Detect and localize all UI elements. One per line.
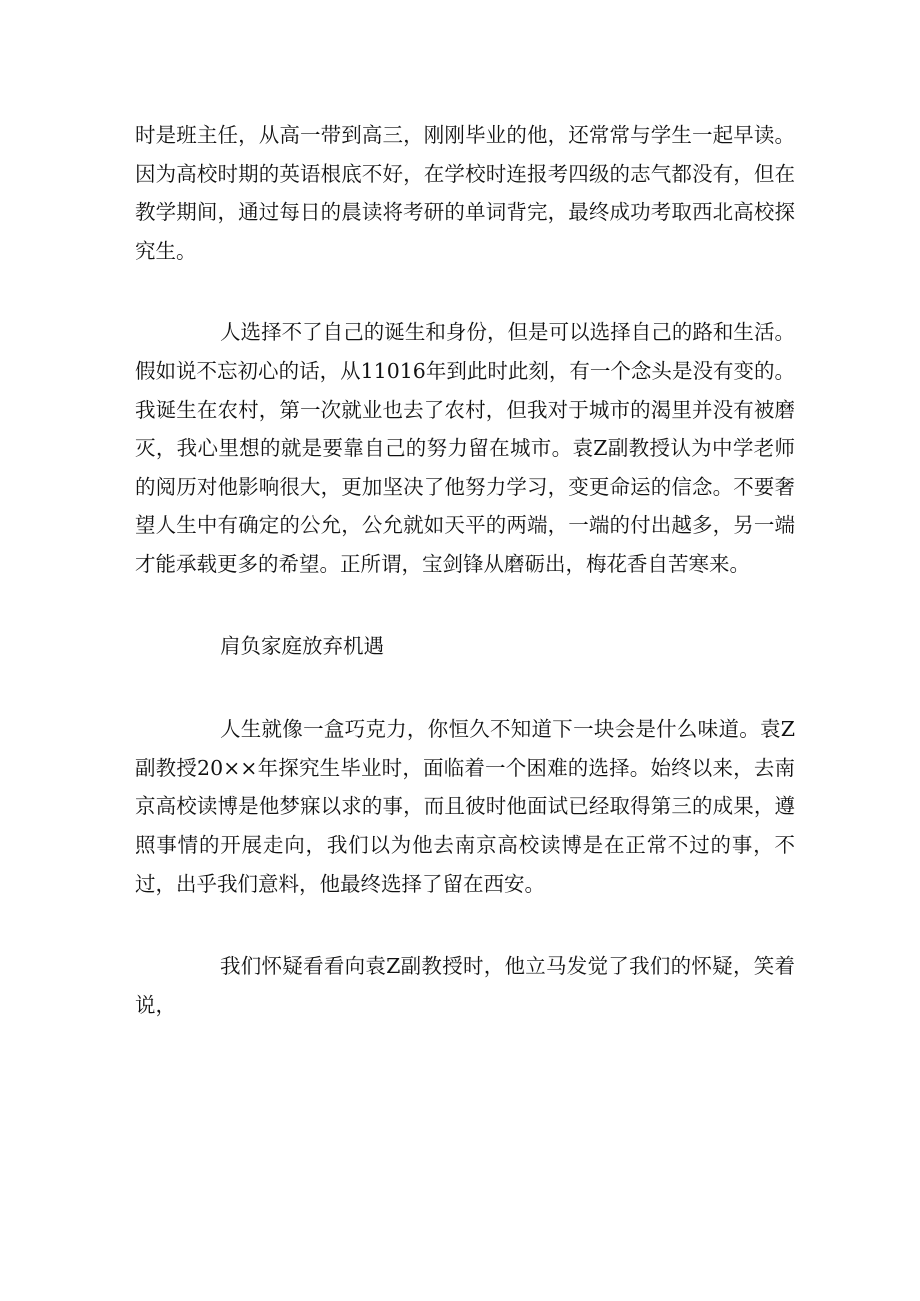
- paragraph: 人生就像一盒巧克力，你恒久不知道下一块会是什么味道。袁Z副教授20××年探究生毕业时，面临着一个困难的选择。始终以来，去南京高校读博是他梦寐以求的事，而且彼时他面试已经取得第三的成果，遵照事情的开展走向，我们以为他去南京高校读博是在正常不过的事，不过，出乎我们意料，他最终选择了留在西安。: [135, 717, 795, 896]
- paragraph: 我们怀疑看看向袁Z副教授时，他立马发觉了我们的怀疑，笑着说，: [135, 954, 795, 1017]
- section-heading: 肩负家庭放弃机遇: [220, 633, 384, 658]
- paragraph: 人选择不了自己的诞生和身份，但是可以选择自己的路和生活。假如说不忘初心的话，从11016年到此时此刻，有一个念头是没有变的。我诞生在农村，第一次就业也去了农村，但我对于城市的渴里并没有被磨灭，我心里想的就是要靠自己的努力留在城市。袁Z副教授认为中学老师的阅历对他影响很大，更加坚决了他努力学习，变更命运的信念。不要奢望人生中有确定的公允，公允就如天平的两端，一端的付出越多，另一端才能承载更多的希望。正所谓，宝剑锋从磨砺出，梅花香自苦寒来。: [135, 320, 795, 576]
- paragraph: 时是班主任，从高一带到高三，刚刚毕业的他，还常常与学生一起早读。因为高校时期的英语根底不好，在学校时连报考四级的志气都没有，但在教学期间，通过每日的晨读将考研的单词背完，最终成功考取西北高校探究生。: [135, 123, 795, 263]
